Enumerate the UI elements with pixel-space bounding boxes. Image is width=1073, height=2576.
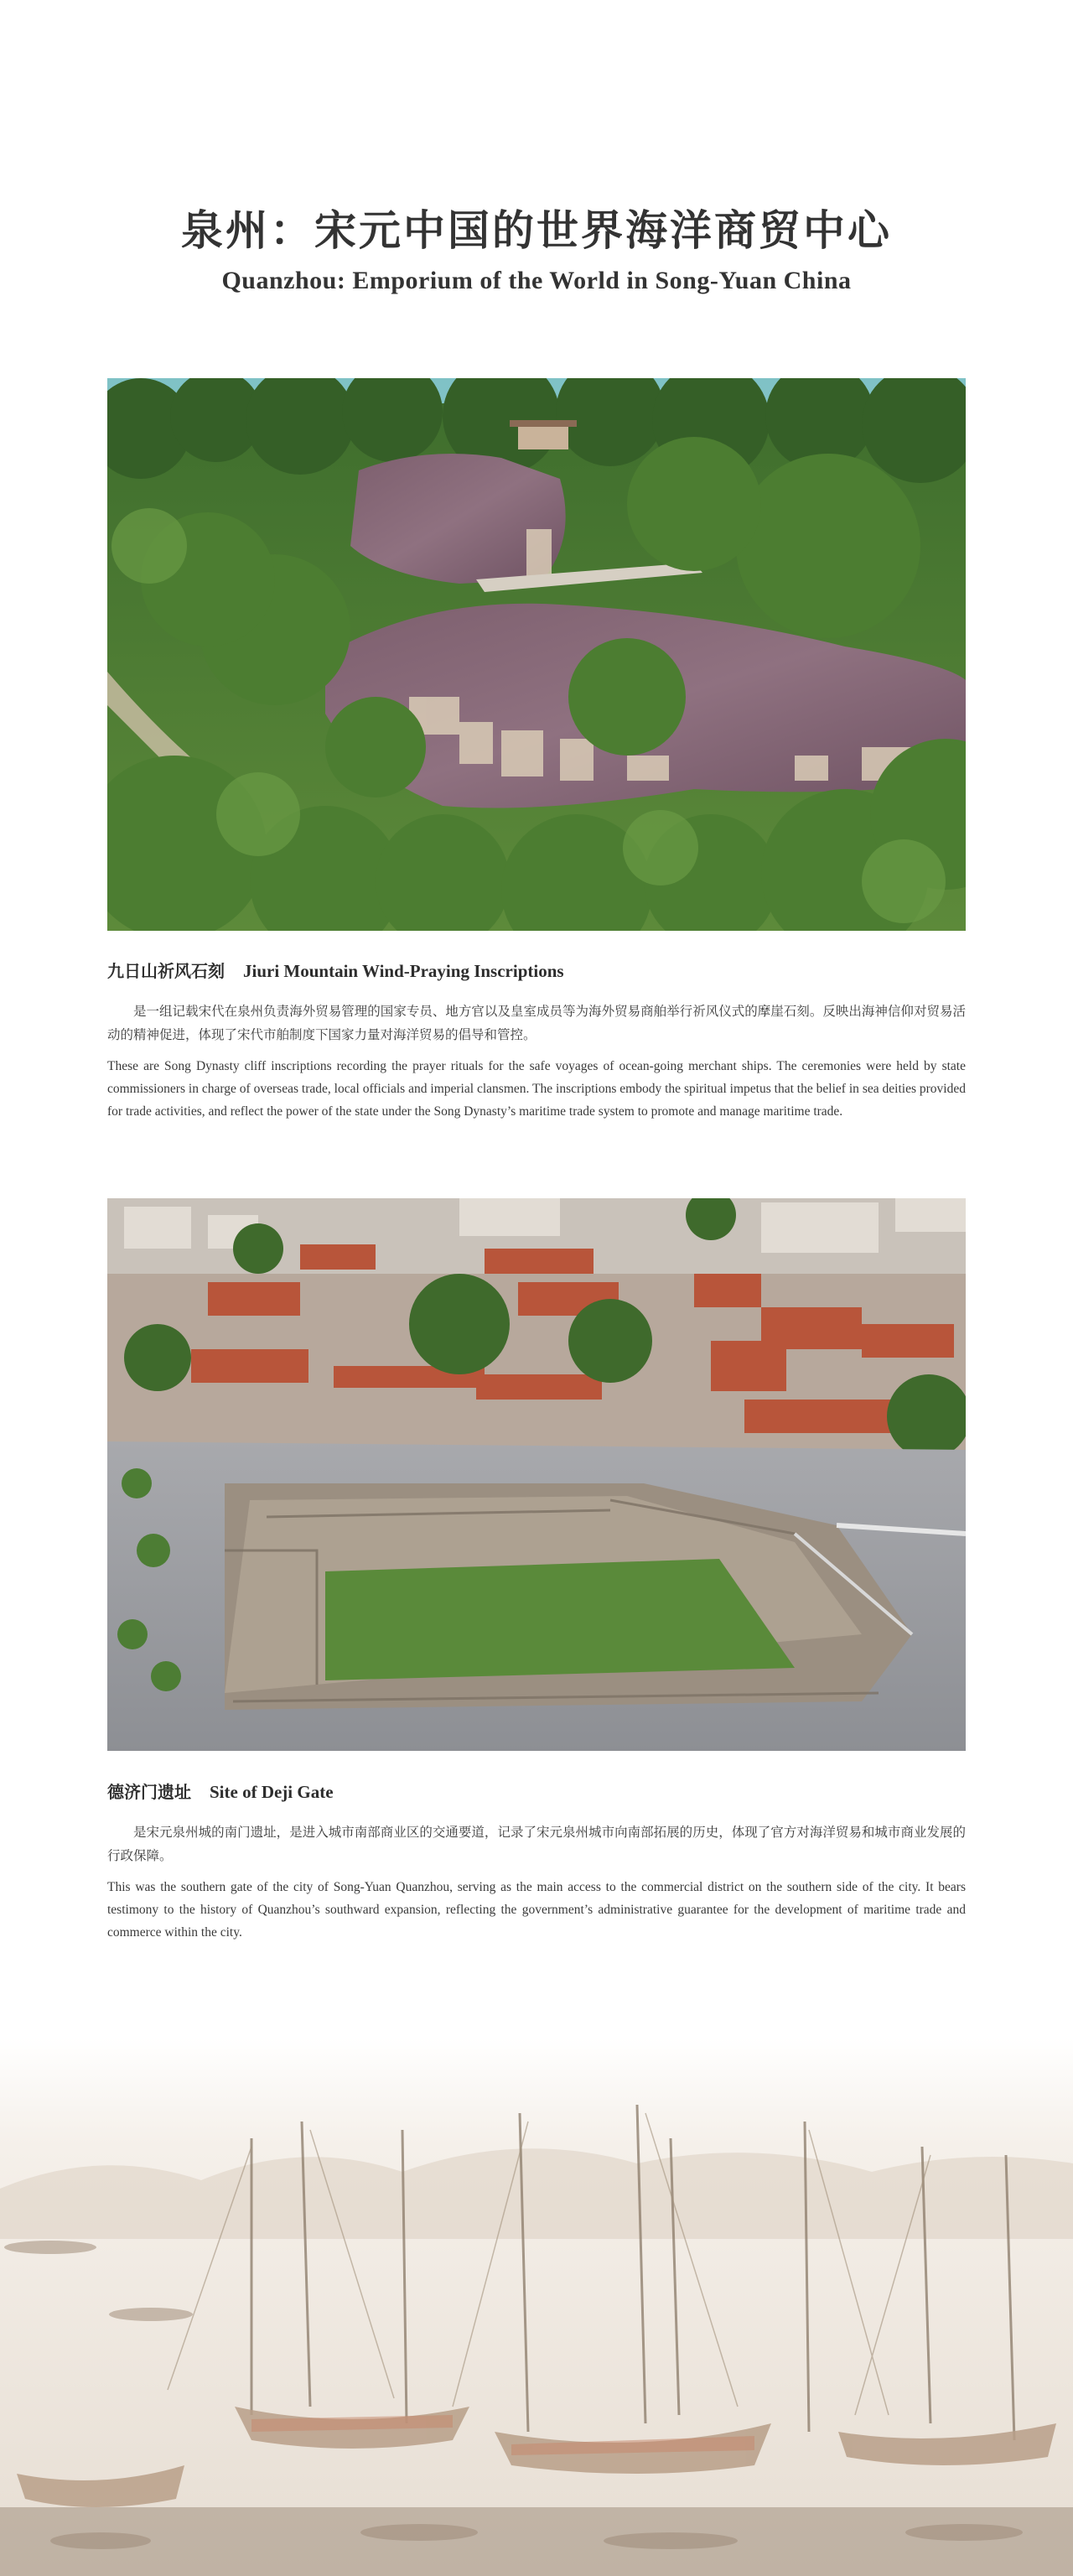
section-heading (107, 1779, 966, 1805)
section-paragraph-chinese: 是宋元泉州城的南门遗址，是进入城市南部商业区的交通要道，记录了宋元泉州城市向南部拓展的历史，体现了官方对海洋贸易和城市商业发展的行政保障。 (107, 1825, 966, 1863)
page-title-chinese: 泉州：宋元中国的世界海洋商贸中心 (181, 205, 892, 255)
section-paragraph-english: This was the southern gate of the city of Song-Yuan Quanzhou, serving as the main access to the commercial district on the southern side of the city. It bears testimony to the history of Quanzhou’s southward expansion, reflecting the government’s administrative guarantee for the development of maritime trade and commerce within the city. (107, 1880, 966, 1940)
harbor-ships-painting (0, 2038, 1073, 2576)
section-jiuri-mountain (107, 958, 966, 1123)
section-paragraph-chinese: 是一组记载宋代在泉州负责海外贸易管理的国家专员、地方官以及皇室成员等为海外贸易商舶举行祈风仪式的摩崖石刻。反映出海神信仰对贸易活动的精神促进，体现了宋代市舶制度下国家力量对海洋贸易的倡导和管控。 (107, 1004, 966, 1042)
page-title-english: Quanzhou: Emporium of the World in Song-Yuan China (221, 267, 852, 294)
jiuri-mountain-photo (107, 378, 966, 931)
section-heading-english: Jiuri Mountain Wind-Praying Inscriptions (243, 961, 564, 981)
section-heading-chinese: 九日山祈风石刻 (107, 961, 225, 981)
section-paragraph-english: These are Song Dynasty cliff inscriptions recording the prayer rituals for the safe voyages of ocean-going merchant ships. The ceremonies were held by state commissioners in charge of overseas trade, local officials and imperial clansmen. The inscriptions embody the spiritual impetus that the belief in sea deities provided for trade activities, and reflect the power of the state under the Song Dynasty’s maritime trade system to promote and manage maritime trade. (107, 1059, 966, 1119)
deji-gate-photo (107, 1198, 966, 1751)
section-heading (107, 958, 966, 984)
section-heading-chinese: 德济门遗址 (107, 1782, 191, 1802)
title-block (0, 205, 1073, 298)
section-deji-gate (107, 1779, 966, 1944)
section-heading-english: Site of Deji Gate (210, 1782, 334, 1802)
